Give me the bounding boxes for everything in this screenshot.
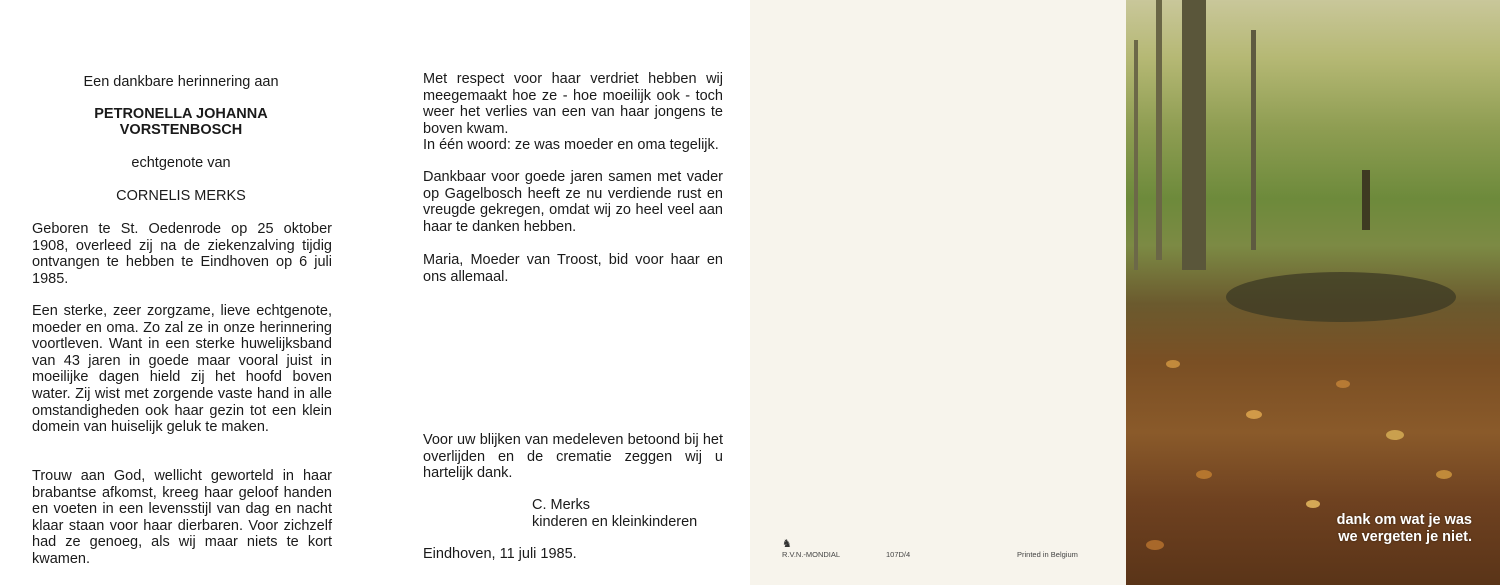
- leaf: [1386, 430, 1404, 440]
- one-word-line: In één woord: ze was moeder en oma tegelijk.: [423, 137, 719, 153]
- tree-trunk: [1156, 0, 1162, 260]
- respect-paragraph: Met respect voor haar verdriet hebben wij meegemaakt hoe ze - hoe moeilijk ook - toch weer het verlies van een van haar jongens te boven kwam.: [423, 71, 723, 137]
- leaf: [1196, 470, 1212, 479]
- tribute-paragraph: Een sterke, zeer zorgzame, lieve echtgenote, moeder en oma. Zo zal ze in onze herinnering voortleven. Want in een sterke huwelijksband van 43 jaren in goede maar vooral juist in moeilijke dagen hield zij het hoofd boven water. Zij wist met zorgende vaste hand in alle omstandigheden ook haar gezin tot een klein domein van huiselijk geluk te maken.: [32, 303, 332, 436]
- tree-trunk: [1182, 0, 1206, 270]
- caption-line2: we vergeten je niet.: [1338, 529, 1472, 545]
- signature-name: C. Merks: [532, 497, 590, 513]
- faith-paragraph: Trouw aan God, wellicht geworteld in haar brabantse afkomst, kreeg haar geloof handen en voeten in een levensstijl van dag en nacht klaar staan voor haar dierbaren. Voor zichzelf had ze genoeg, als wij maar niets te kort kwamen.: [32, 468, 332, 567]
- publisher-logo-icon: ♞: [782, 538, 792, 550]
- printed-in: Printed in Belgium: [1017, 550, 1078, 559]
- signature-family: kinderen en kleinkinderen: [532, 514, 698, 530]
- forest-photo-panel: [1126, 0, 1500, 585]
- leaf: [1246, 410, 1262, 419]
- caption-line1: dank om wat je was: [1336, 512, 1472, 528]
- deceased-name-line1: PETRONELLA JOHANNA: [94, 106, 268, 122]
- spouse-label: echtgenote van: [131, 155, 231, 171]
- tree-trunk: [1362, 170, 1370, 230]
- birth-death-paragraph: Geboren te St. Oedenrode op 25 oktober 1908, overleed zij na de ziekenzalving tijdig ontvangen te hebben te Eindhoven op 6 juli 1985.: [32, 221, 332, 287]
- forest-photo: [1126, 0, 1500, 585]
- tree-trunk: [1134, 40, 1138, 270]
- leaf: [1306, 500, 1320, 508]
- gratitude-paragraph: Dankbaar voor goede jaren samen met vader op Gagelbosch heeft ze nu verdiende rust en vreugde gekregen, omdat wij zo heel veel aan haar te danken hebben.: [423, 169, 723, 235]
- blank-card-back: [750, 0, 1126, 585]
- memorial-panel-middle: [375, 0, 750, 585]
- leaf: [1166, 360, 1180, 368]
- thanks-paragraph: Voor uw blijken van medeleven betoond bij het overlijden en de crematie zeggen wij u hartelijk dank.: [423, 432, 723, 482]
- forest-pond: [1226, 272, 1456, 322]
- spouse-name: CORNELIS MERKS: [116, 188, 246, 204]
- deceased-name-line2: VORSTENBOSCH: [119, 122, 243, 138]
- leaf: [1336, 380, 1350, 388]
- memorial-panel-left: [0, 0, 375, 585]
- prayer-paragraph: Maria, Moeder van Troost, bid voor haar en ons allemaal.: [423, 252, 723, 285]
- leaf: [1436, 470, 1452, 479]
- card-code: 107D/4: [886, 550, 911, 559]
- intro-text: Een dankbare herinnering aan: [83, 74, 279, 90]
- tree-trunk: [1251, 30, 1256, 250]
- place-date: Eindhoven, 11 juli 1985.: [423, 546, 577, 562]
- publisher-imprint: R.V.N.-MONDIAL: [782, 550, 841, 559]
